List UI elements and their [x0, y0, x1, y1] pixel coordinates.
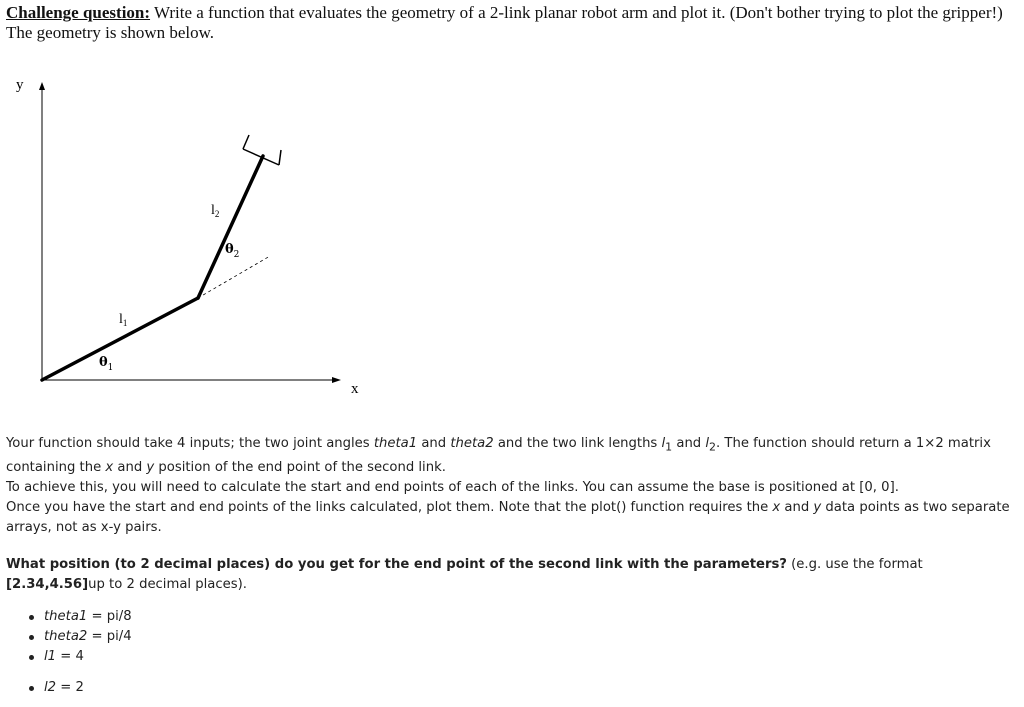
list-item: theta1 = pi/8 [28, 607, 132, 627]
challenge-text: Write a function that evaluates the geometry of a 2-link planar robot arm and plot it. (Don't bother trying to plot the gripper!) The geometry is shown below. [6, 3, 1003, 42]
link-2-label: $l_2$ [211, 203, 220, 219]
theta-2-label: $\theta_2$ [225, 242, 240, 260]
instructions-paragraph-1: Your function should take 4 inputs; the two joint angles theta1 and theta2 and the two link lengths $l_1$ and $l_2$. The function should return a 1×2 matrix containing the x and y position of the end point of the second link. [6, 436, 991, 475]
robot-arm-diagram [0, 70, 400, 410]
y-axis-arrow [39, 82, 45, 90]
y-axis-label: y [16, 77, 24, 93]
theta-1-label: $\theta_1$ [99, 355, 114, 373]
x-axis-arrow [332, 377, 341, 383]
challenge-label: Challenge question: [6, 3, 151, 22]
link-1-label: $l_1$ [119, 312, 128, 328]
link-2 [198, 156, 263, 298]
instructions-paragraph-3: Once you have the start and end points of the links calculated, plot them. Note that the plot() function requires the x and y data points as two separate arrays, not as x-y pairs. [6, 499, 1010, 535]
link-1 [42, 298, 198, 380]
instructions [6, 434, 1018, 595]
challenge-heading [6, 3, 1006, 43]
list-item: l2 = 2 [28, 678, 132, 698]
question: What position (to 2 decimal places) do you get for the end point of the second link with the parameters? (e.g. use the format [2.34,4.56]up to 2 decimal places). [6, 556, 923, 592]
parameter-list [28, 607, 132, 698]
list-item: l1 = 4 [28, 647, 132, 667]
x-axis-label: x [351, 381, 359, 397]
instructions-paragraph-2: To achieve this, you will need to calculate the start and end points of each of the links. You can assume the base is positioned at [0, 0]. [6, 479, 899, 495]
list-item: theta2 = pi/4 [28, 627, 132, 647]
